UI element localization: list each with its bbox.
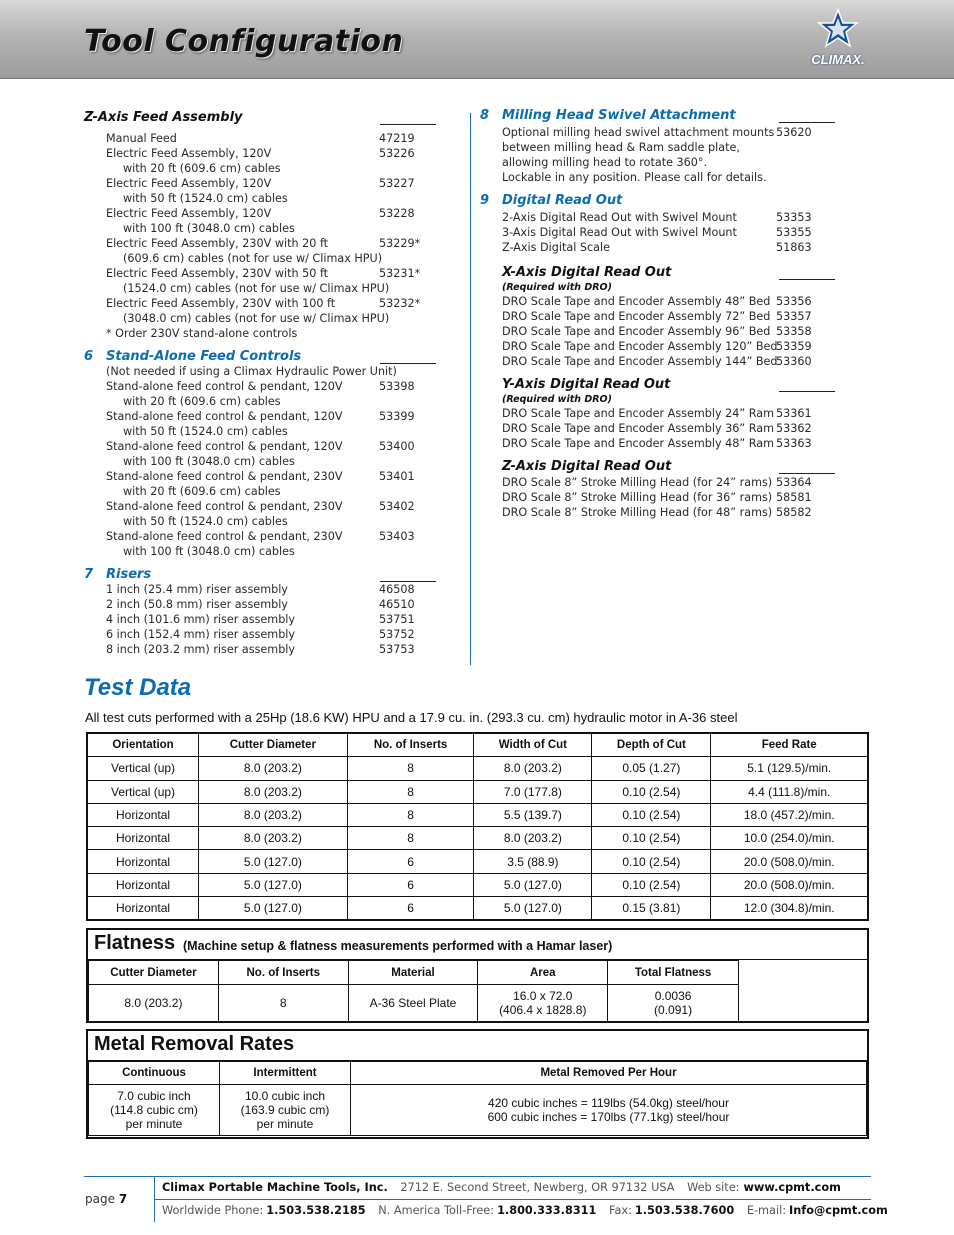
list-item xyxy=(480,309,835,324)
list-item xyxy=(84,544,436,559)
list-item xyxy=(84,642,436,657)
email-link[interactable]: Info@cpmt.com xyxy=(789,1204,888,1217)
item-description: Electric Feed Assembly, 120V xyxy=(106,147,272,160)
table-cell: 8.0 (203.2) xyxy=(89,985,219,1022)
item-description: Stand-alone feed control & pendant, 120V xyxy=(106,410,343,423)
part-number: 53232* xyxy=(379,297,421,310)
table-cell: 4.4 (111.8)/min. xyxy=(711,780,868,803)
part-number: 53751 xyxy=(379,613,415,626)
section-title: 9 Digital Read Out xyxy=(480,193,623,208)
part-number: 53403 xyxy=(379,530,415,543)
metal-removal-title: Metal Removal Rates xyxy=(94,1033,295,1055)
part-number: 53359 xyxy=(776,340,812,353)
table-cell: 0.15 (3.81) xyxy=(592,897,711,921)
table-header-cell: Depth of Cut xyxy=(592,733,711,757)
table-cell: 0.10 (2.54) xyxy=(592,803,711,826)
list-item xyxy=(480,294,835,309)
item-description: DRO Scale 8” Stroke Milling Head (for 36” rams) xyxy=(502,491,773,504)
list-item xyxy=(84,131,436,146)
part-number: 53398 xyxy=(379,380,415,393)
item-description: 1 inch (25.4 mm) riser assembly xyxy=(106,583,288,596)
list-item xyxy=(84,281,436,296)
section-title: 8 Milling Head Swivel Attachment xyxy=(480,108,736,123)
list-item xyxy=(84,514,436,529)
item-description: (609.6 cm) cables (not for use w/ Climax HPU) xyxy=(123,252,383,265)
test-data-table xyxy=(86,732,869,921)
zaxis-feed-section xyxy=(84,110,436,131)
list-item xyxy=(84,409,436,424)
part-number: 53402 xyxy=(379,500,415,513)
table-cell: 16.0 x 72.0 (406.4 x 1828.8) xyxy=(478,985,608,1022)
dro-list xyxy=(480,210,835,255)
part-number: 51863 xyxy=(776,241,812,254)
swivel-list xyxy=(480,125,835,185)
item-description: with 50 ft (1524.0 cm) cables xyxy=(123,192,288,205)
part-number: 58581 xyxy=(776,491,812,504)
list-item xyxy=(84,499,436,514)
item-description: DRO Scale Tape and Encoder Assembly 48” Ram xyxy=(502,437,775,450)
table-cell: Horizontal xyxy=(87,803,199,826)
item-description: with 20 ft (609.6 cm) cables xyxy=(123,485,281,498)
test-data-intro: All test cuts performed with a 25Hp (18.6 KW) HPU and a 17.9 cu. in. (293.3 cu. cm) hydraulic motor in A-36 steel xyxy=(85,710,738,725)
item-description: Lockable in any position. Please call for details. xyxy=(502,171,767,184)
section-title: 6 Stand-Alone Feed Controls xyxy=(84,349,302,364)
part-number: 58582 xyxy=(776,506,812,519)
table-cell: 8 xyxy=(218,985,348,1022)
table-row xyxy=(87,850,868,873)
list-item xyxy=(84,221,436,236)
part-number: 53357 xyxy=(776,310,812,323)
table-cell: 5.0 (127.0) xyxy=(474,873,592,896)
left-column xyxy=(84,110,436,657)
item-description: Z-Axis Digital Scale xyxy=(502,241,610,254)
table-cell: 8.0 (203.2) xyxy=(199,780,348,803)
item-description: Optional milling head swivel attachment mounts xyxy=(502,126,775,139)
list-item xyxy=(84,612,436,627)
table-cell: 12.0 (304.8)/min. xyxy=(711,897,868,921)
part-number: 53363 xyxy=(776,437,812,450)
item-description: with 100 ft (3048.0 cm) cables xyxy=(123,222,295,235)
table-row xyxy=(87,803,868,826)
part-number: 53353 xyxy=(776,211,812,224)
ydro-section xyxy=(480,377,835,398)
section-rule xyxy=(380,363,436,364)
table-cell: 5.0 (127.0) xyxy=(199,850,348,873)
section-subtitle: (Required with DRO) xyxy=(502,394,612,405)
item-description: (1524.0 cm) cables (not for use w/ Climax HPU) xyxy=(123,282,390,295)
part-number: 53355 xyxy=(776,226,812,239)
table-header-cell: Area xyxy=(478,961,608,985)
item-description: with 20 ft (609.6 cm) cables xyxy=(123,162,281,175)
table-header-cell: Total Flatness xyxy=(608,961,739,985)
table-cell: 0.0036 (0.091) xyxy=(608,985,739,1022)
table-cell: 10.0 cubic inch (163.9 cubic cm) per minute xyxy=(220,1085,351,1136)
item-description: Stand-alone feed control & pendant, 230V xyxy=(106,530,343,543)
table-header-cell: Material xyxy=(348,961,478,985)
list-item xyxy=(84,439,436,454)
table-header-cell: Feed Rate xyxy=(711,733,868,757)
table-cell: 8.0 (203.2) xyxy=(199,803,348,826)
table-cell: 6 xyxy=(347,873,474,896)
risers-list xyxy=(84,582,436,657)
table-header-cell: Cutter Diameter xyxy=(89,961,219,985)
part-number: 53752 xyxy=(379,628,415,641)
table-row xyxy=(87,897,868,921)
table-cell: Horizontal xyxy=(87,827,199,850)
table-cell: 8 xyxy=(347,757,474,780)
flatness-title-bar xyxy=(88,930,867,960)
header-banner xyxy=(0,0,954,79)
web-link[interactable]: www.cpmt.com xyxy=(743,1181,841,1194)
part-number: 53227 xyxy=(379,177,415,190)
item-description: 4 inch (101.6 mm) riser assembly xyxy=(106,613,296,626)
table-cell: Vertical (up) xyxy=(87,757,199,780)
part-number: 53360 xyxy=(776,355,812,368)
part-number: 53356 xyxy=(776,295,812,308)
section-title: Z-Axis Feed Assembly xyxy=(84,110,243,125)
part-number: 53620 xyxy=(776,126,812,139)
company-address: 2712 E. Second Street, Newberg, OR 97132 USA xyxy=(400,1181,675,1194)
climax-star-icon xyxy=(816,8,860,50)
part-number: 53229* xyxy=(379,237,421,250)
item-description: Stand-alone feed control & pendant, 120V xyxy=(106,440,343,453)
part-number: 46510 xyxy=(379,598,415,611)
part-number: 53364 xyxy=(776,476,812,489)
page-title: Tool Configuration xyxy=(84,24,404,59)
standalone-list xyxy=(84,379,436,559)
table-cell: A-36 Steel Plate xyxy=(348,985,478,1022)
item-description: 3-Axis Digital Read Out with Swivel Mount xyxy=(502,226,737,239)
table-cell: 8.0 (203.2) xyxy=(474,757,592,780)
xdro-section xyxy=(480,265,835,286)
section-rule xyxy=(779,391,835,392)
fax-number: 1.503.538.7600 xyxy=(634,1204,735,1217)
section-rule xyxy=(380,124,436,125)
section-title: Z-Axis Digital Read Out xyxy=(502,459,672,474)
footer-rule xyxy=(84,1176,871,1177)
zaxis-feed-list xyxy=(84,131,436,341)
list-item xyxy=(480,406,835,421)
part-number: 53753 xyxy=(379,643,415,656)
test-data-heading: Test Data xyxy=(84,674,192,701)
item-description: Electric Feed Assembly, 230V with 20 ft xyxy=(106,237,329,250)
table-header-cell: Cutter Diameter xyxy=(199,733,348,757)
item-description: DRO Scale Tape and Encoder Assembly 120” Bed xyxy=(502,340,778,353)
table-cell: 8 xyxy=(347,780,474,803)
item-description: 2-Axis Digital Read Out with Swivel Mount xyxy=(502,211,737,224)
item-description: DRO Scale Tape and Encoder Assembly 48” Bed xyxy=(502,295,771,308)
list-item xyxy=(84,529,436,544)
table-header-cell: Width of Cut xyxy=(474,733,592,757)
list-item xyxy=(480,436,835,451)
footer-company-line xyxy=(162,1181,841,1194)
table-cell: 5.1 (129.5)/min. xyxy=(711,757,868,780)
table-cell: 10.0 (254.0)/min. xyxy=(711,827,868,850)
table-cell: 0.10 (2.54) xyxy=(592,827,711,850)
item-description: with 100 ft (3048.0 cm) cables xyxy=(123,455,295,468)
part-number: 53399 xyxy=(379,410,415,423)
item-description: with 20 ft (609.6 cm) cables xyxy=(123,395,281,408)
item-description: DRO Scale Tape and Encoder Assembly 72” Bed xyxy=(502,310,771,323)
right-column xyxy=(480,108,835,520)
table-cell: Horizontal xyxy=(87,897,199,921)
table-cell: 8.0 (203.2) xyxy=(199,757,348,780)
web-label: Web site: xyxy=(687,1181,740,1194)
flatness-subtitle: (Machine setup & flatness measurements performed with a Hamar laser) xyxy=(183,939,613,953)
metal-removal-box xyxy=(86,1029,869,1139)
item-description: 8 inch (203.2 mm) riser assembly xyxy=(106,643,296,656)
table-header-cell: No. of Inserts xyxy=(347,733,474,757)
item-description: Electric Feed Assembly, 230V with 100 ft xyxy=(106,297,336,310)
item-description: DRO Scale 8” Stroke Milling Head (for 24” rams) xyxy=(502,476,773,489)
list-item xyxy=(84,191,436,206)
list-item xyxy=(480,505,835,520)
item-description: DRO Scale 8” Stroke Milling Head (for 48” rams) xyxy=(502,506,773,519)
item-description: 2 inch (50.8 mm) riser assembly xyxy=(106,598,288,611)
item-description: Electric Feed Assembly, 120V xyxy=(106,207,272,220)
part-number: 47219 xyxy=(379,132,415,145)
metal-removal-title-bar xyxy=(88,1031,867,1061)
item-description: Stand-alone feed control & pendant, 120V xyxy=(106,380,343,393)
table-row xyxy=(87,757,868,780)
list-item xyxy=(84,424,436,439)
list-item xyxy=(84,206,436,221)
table-row xyxy=(87,780,868,803)
list-item xyxy=(480,170,835,185)
item-description: Manual Feed xyxy=(106,132,177,145)
item-description: with 50 ft (1524.0 cm) cables xyxy=(123,425,288,438)
list-item xyxy=(84,597,436,612)
part-number: 53400 xyxy=(379,440,415,453)
table-cell: 6 xyxy=(347,850,474,873)
table-cell: 8.0 (203.2) xyxy=(474,827,592,850)
item-description: DRO Scale Tape and Encoder Assembly 96” Bed xyxy=(502,325,771,338)
table-cell: 8 xyxy=(347,827,474,850)
list-item xyxy=(480,225,835,240)
part-number: 53362 xyxy=(776,422,812,435)
list-item xyxy=(84,266,436,281)
part-number: 53228 xyxy=(379,207,415,220)
standalone-section xyxy=(84,349,436,370)
item-description: 6 inch (152.4 mm) riser assembly xyxy=(106,628,296,641)
footer-contact-line: Worldwide Phone: 1.503.538.2185 N. America Toll-Free: 1.800.333.8311 Fax: 1.503.538.7600 E-mail: Info@cpmt.com xyxy=(162,1204,888,1217)
table-cell: 5.0 (127.0) xyxy=(199,897,348,921)
section-note: (Not needed if using a Climax Hydraulic Power Unit) xyxy=(106,365,397,378)
table-cell: 0.10 (2.54) xyxy=(592,850,711,873)
item-description: Stand-alone feed control & pendant, 230V xyxy=(106,500,343,513)
table-cell: Horizontal xyxy=(87,850,199,873)
part-number: 53401 xyxy=(379,470,415,483)
company-name: Climax Portable Machine Tools, Inc. xyxy=(162,1181,388,1194)
list-item xyxy=(84,236,436,251)
item-description: DRO Scale Tape and Encoder Assembly 36” Ram xyxy=(502,422,775,435)
table-cell: 6 xyxy=(347,897,474,921)
logo-text: CLIMAX. xyxy=(811,52,865,67)
item-description: between milling head & Ram saddle plate, xyxy=(502,141,740,154)
list-item xyxy=(84,484,436,499)
climax-logo xyxy=(808,8,868,68)
list-item xyxy=(480,490,835,505)
list-item xyxy=(480,140,835,155)
phone-number: 1.503.538.2185 xyxy=(266,1204,366,1217)
table-cell: 7.0 (177.8) xyxy=(474,780,592,803)
table-cell: 5.0 (127.0) xyxy=(199,873,348,896)
list-item xyxy=(480,210,835,225)
item-description: Stand-alone feed control & pendant, 230V xyxy=(106,470,343,483)
flatness-table xyxy=(88,960,739,1022)
list-item xyxy=(480,421,835,436)
table-cell: 18.0 (457.2)/min. xyxy=(711,803,868,826)
item-description: DRO Scale Tape and Encoder Assembly 24” Ram xyxy=(502,407,775,420)
tollfree-number: 1.800.333.8311 xyxy=(497,1204,597,1217)
part-number: 53231* xyxy=(379,267,421,280)
section-title: X-Axis Digital Read Out xyxy=(502,265,672,280)
table-cell: 8 xyxy=(347,803,474,826)
table-cell: Horizontal xyxy=(87,873,199,896)
list-item xyxy=(84,326,436,341)
part-number: 53361 xyxy=(776,407,812,420)
section-subtitle: (Required with DRO) xyxy=(502,282,612,293)
table-row xyxy=(87,873,868,896)
part-number: 53226 xyxy=(379,147,415,160)
section-rule xyxy=(779,122,835,123)
ydro-list xyxy=(480,406,835,451)
table-header-cell: Intermittent xyxy=(220,1062,351,1085)
column-divider xyxy=(470,113,471,665)
item-description: (3048.0 cm) cables (not for use w/ Climax HPU) xyxy=(123,312,390,325)
list-item xyxy=(480,324,835,339)
table-header-row xyxy=(87,733,868,757)
list-item xyxy=(84,251,436,266)
table-cell: 5.0 (127.0) xyxy=(474,897,592,921)
table-cell: 0.05 (1.27) xyxy=(592,757,711,780)
table-cell: 7.0 cubic inch (114.8 cubic cm) per minute xyxy=(89,1085,220,1136)
item-description: DRO Scale Tape and Encoder Assembly 144” Bed xyxy=(502,355,778,368)
part-number: 46508 xyxy=(379,583,415,596)
flatness-box xyxy=(86,928,869,1023)
list-item xyxy=(480,339,835,354)
flatness-title: Flatness xyxy=(94,932,176,954)
zdro-list xyxy=(480,475,835,520)
section-title: 7 Risers xyxy=(84,567,152,582)
table-header-cell: Orientation xyxy=(87,733,199,757)
metal-removal-table xyxy=(88,1061,867,1136)
table-cell: 3.5 (88.9) xyxy=(474,850,592,873)
list-item xyxy=(480,155,835,170)
table-cell: 0.10 (2.54) xyxy=(592,873,711,896)
list-item xyxy=(480,354,835,369)
table-header-cell: Continuous xyxy=(89,1062,220,1085)
list-item xyxy=(84,394,436,409)
table-row xyxy=(87,827,868,850)
item-description: * Order 230V stand-alone controls xyxy=(106,327,298,340)
table-cell: 20.0 (508.0)/min. xyxy=(711,850,868,873)
table-header-cell: No. of Inserts xyxy=(218,961,348,985)
list-item xyxy=(84,296,436,311)
xdro-list xyxy=(480,294,835,369)
list-item xyxy=(84,161,436,176)
table-header-cell: Metal Removed Per Hour xyxy=(351,1062,867,1085)
item-description: allowing milling head to rotate 360°. xyxy=(502,156,708,169)
list-item xyxy=(84,146,436,161)
footer-mid-rule xyxy=(155,1199,871,1200)
part-number: 53358 xyxy=(776,325,812,338)
item-description: Electric Feed Assembly, 120V xyxy=(106,177,272,190)
table-cell: 5.5 (139.7) xyxy=(474,803,592,826)
page-number: page 7 xyxy=(85,1192,128,1206)
list-item xyxy=(84,379,436,394)
section-rule xyxy=(779,279,835,280)
list-item xyxy=(84,627,436,642)
list-item xyxy=(480,125,835,140)
table-cell: 420 cubic inches = 119lbs (54.0kg) steel/hour 600 cubic inches = 170lbs (77.1kg) steel/hour xyxy=(351,1085,867,1136)
list-item xyxy=(84,176,436,191)
section-title: Y-Axis Digital Read Out xyxy=(502,377,671,392)
section-rule xyxy=(779,473,835,474)
list-item xyxy=(84,454,436,469)
table-cell: 20.0 (508.0)/min. xyxy=(711,873,868,896)
table-cell: 0.10 (2.54) xyxy=(592,780,711,803)
table-cell: Vertical (up) xyxy=(87,780,199,803)
list-item xyxy=(84,311,436,326)
item-description: Electric Feed Assembly, 230V with 50 ft xyxy=(106,267,329,280)
list-item xyxy=(480,475,835,490)
item-description: with 50 ft (1524.0 cm) cables xyxy=(123,515,288,528)
table-cell: 8.0 (203.2) xyxy=(199,827,348,850)
list-item xyxy=(84,469,436,484)
item-description: with 100 ft (3048.0 cm) cables xyxy=(123,545,295,558)
list-item xyxy=(480,240,835,255)
list-item xyxy=(84,582,436,597)
